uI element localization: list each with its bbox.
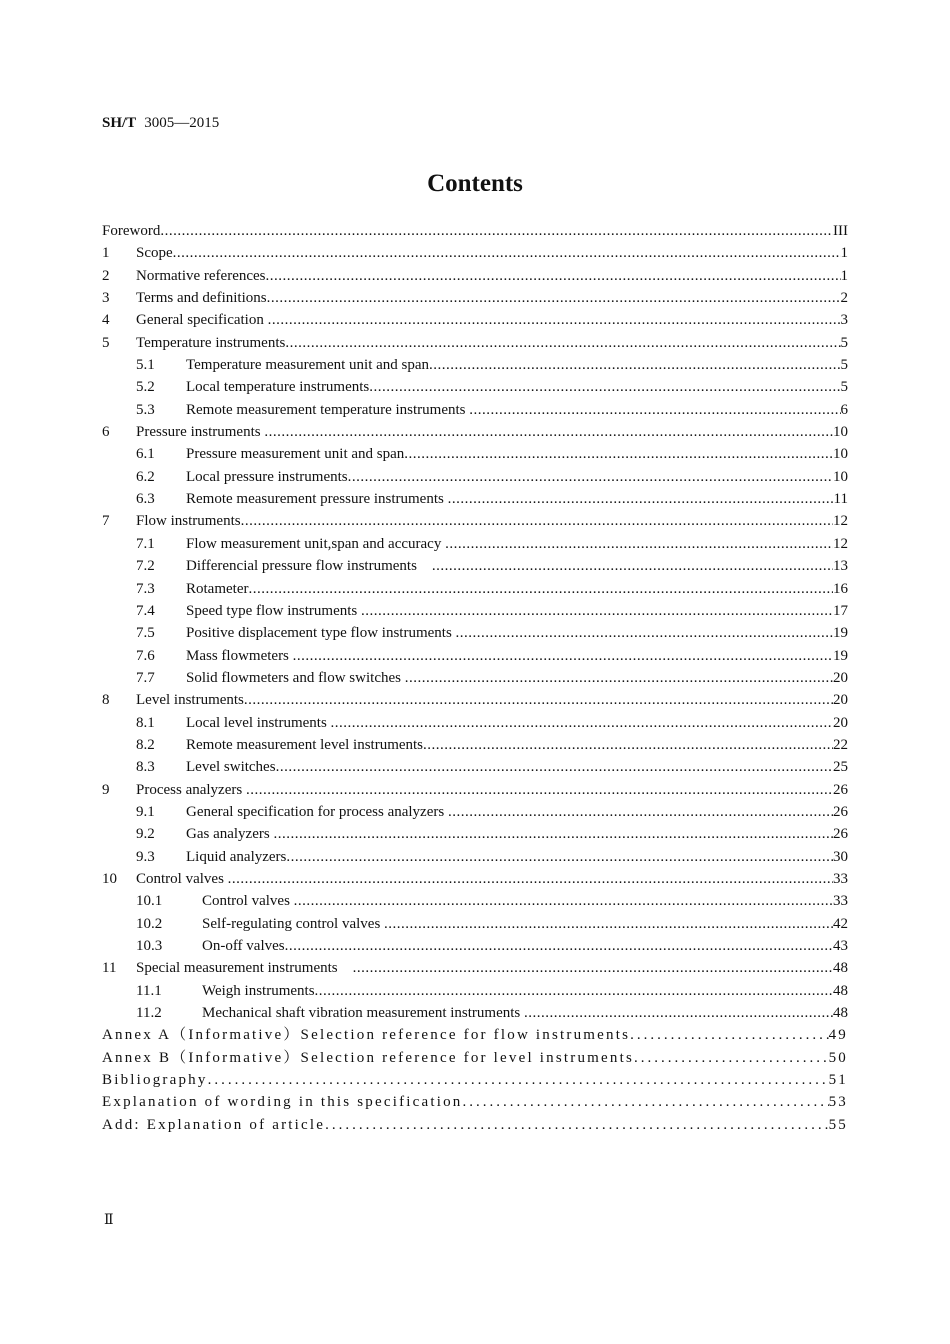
toc-entry-number: 9 — [102, 781, 110, 798]
toc-entry[interactable] — [102, 980, 848, 1002]
toc-entry-page: 48 — [833, 960, 848, 977]
toc-entry-number: 5.2 — [136, 379, 155, 396]
toc-entry-title: Differencial pressure flow instruments — [186, 558, 432, 575]
toc-entry[interactable] — [102, 443, 848, 465]
toc-entry[interactable] — [102, 600, 848, 622]
dot-leader — [405, 667, 833, 689]
toc-entry-title: Positive displacement type flow instruments — [186, 625, 456, 642]
toc-entry-title: Local temperature instruments — [186, 379, 370, 396]
dot-leader — [361, 600, 833, 622]
toc-entry-title: Pressure instruments — [136, 424, 265, 441]
toc-entry-page: 10 — [833, 468, 848, 485]
toc-entry-number: 6.1 — [136, 446, 155, 463]
dot-leader — [384, 913, 833, 935]
toc-entry[interactable] — [102, 890, 848, 912]
dot-leader — [228, 868, 833, 890]
toc-entry-number: 5.1 — [136, 357, 155, 374]
toc-entry-number: 8.1 — [136, 714, 155, 731]
toc-entry-page: 17 — [833, 602, 848, 619]
toc-entry-number: 10.2 — [136, 915, 163, 932]
toc-entry-page: 51 — [828, 1072, 848, 1089]
toc-entry[interactable] — [102, 645, 848, 667]
toc-entry[interactable] — [102, 421, 848, 443]
toc-entry-number: 7.5 — [136, 625, 155, 642]
toc-entry-page: 26 — [833, 803, 848, 820]
toc-entry[interactable] — [102, 801, 848, 823]
dot-leader — [286, 846, 833, 868]
dot-leader — [208, 1069, 829, 1091]
dot-leader — [524, 1002, 833, 1024]
dot-leader — [248, 578, 833, 600]
toc-entry-title: Temperature instruments — [136, 334, 286, 351]
toc-entry-title: Scope — [136, 245, 173, 262]
toc-entry-title: Self-regulating control valves — [202, 915, 385, 932]
toc-entry-page: 6 — [840, 401, 848, 418]
dot-leader — [315, 980, 833, 1002]
toc-entry-title: Level instruments — [136, 692, 244, 709]
toc-entry-page: 2 — [840, 290, 848, 307]
toc-entry[interactable] — [102, 913, 848, 935]
toc-entry-page: 55 — [828, 1116, 848, 1133]
toc-entry-page: 42 — [833, 915, 848, 932]
toc-entry-page: 33 — [833, 870, 848, 887]
toc-entry-page: 12 — [833, 535, 848, 552]
toc-entry-page: 53 — [828, 1094, 848, 1111]
toc-entry-page: 49 — [828, 1027, 848, 1044]
toc-entry-number: 9.2 — [136, 826, 155, 843]
table-of-contents — [102, 220, 848, 1136]
dot-leader — [285, 935, 833, 957]
toc-entry-title: On-off valves — [202, 938, 285, 954]
toc-entry[interactable] — [102, 734, 848, 756]
toc-entry-title: Add: Explanation of article — [102, 1116, 326, 1133]
toc-entry-title: Explanation of wording in this specification — [102, 1094, 463, 1111]
toc-entry-title: Process analyzers — [136, 781, 246, 798]
dot-leader — [448, 488, 834, 510]
toc-entry-title: Weigh instruments — [202, 982, 315, 999]
toc-entry-page: 20 — [833, 692, 848, 709]
toc-entry-number: 11.2 — [136, 1005, 162, 1022]
toc-entry-number: 6.3 — [136, 491, 155, 508]
toc-entry[interactable] — [102, 242, 848, 264]
toc-entry-title: Solid flowmeters and flow switches — [186, 669, 405, 686]
toc-entry[interactable] — [102, 1069, 848, 1091]
dot-leader — [285, 332, 840, 354]
dot-leader — [276, 756, 833, 778]
toc-entry-page: 10 — [833, 446, 848, 463]
dot-leader — [456, 622, 833, 644]
toc-entry-number: 8.2 — [136, 736, 155, 753]
toc-entry-number: 9.3 — [136, 848, 155, 865]
toc-entry-page: 43 — [833, 938, 848, 954]
toc-entry-number: 1 — [102, 245, 110, 262]
toc-entry-number: 11.1 — [136, 982, 162, 999]
toc-entry[interactable] — [102, 555, 848, 577]
toc-entry-title: Mechanical shaft vibration measurement instruments — [202, 1005, 524, 1022]
toc-entry-title: Bibliography — [102, 1072, 208, 1089]
dot-leader — [469, 399, 840, 421]
standard-number: 3005—2015 — [144, 115, 220, 131]
toc-entry[interactable] — [102, 533, 848, 555]
toc-entry-title: Gas analyzers — [186, 826, 274, 843]
toc-entry-title: Pressure measurement unit and span — [186, 446, 405, 463]
toc-entry[interactable] — [102, 287, 848, 309]
toc-entry[interactable] — [102, 712, 848, 734]
dot-leader — [246, 779, 833, 801]
toc-entry-title: Special measurement instruments — [136, 960, 353, 977]
dot-leader — [160, 220, 833, 242]
toc-entry[interactable] — [102, 846, 848, 868]
toc-entry-page: 50 — [828, 1049, 848, 1066]
toc-entry-title: Remote measurement temperature instruments — [186, 401, 470, 418]
toc-entry-number: 3 — [102, 290, 110, 307]
toc-entry-number: 5 — [102, 334, 110, 351]
toc-entry[interactable] — [102, 488, 848, 510]
toc-entry-number: 9.1 — [136, 803, 155, 820]
toc-entry-number: 10.1 — [136, 893, 163, 910]
toc-entry-page: 25 — [833, 759, 848, 776]
toc-entry-title: Remote measurement pressure instruments — [186, 491, 448, 508]
dot-leader — [404, 443, 833, 465]
toc-entry[interactable] — [102, 689, 848, 711]
toc-entry[interactable] — [102, 935, 848, 957]
toc-entry-page: 1 — [840, 267, 848, 284]
toc-entry[interactable] — [102, 309, 848, 331]
toc-entry[interactable] — [102, 376, 848, 398]
dot-leader — [432, 555, 833, 577]
standard-code: SH/T — [102, 115, 137, 131]
toc-entry[interactable] — [102, 1024, 848, 1046]
dot-leader — [293, 645, 833, 667]
document-header — [102, 115, 219, 132]
toc-entry-title: Temperature measurement unit and span — [186, 357, 430, 374]
toc-entry-page: 10 — [833, 424, 848, 441]
toc-entry-number: 5.3 — [136, 401, 155, 418]
dot-leader — [463, 1091, 829, 1113]
toc-entry-number: 2 — [102, 267, 110, 284]
dot-leader — [634, 1047, 829, 1069]
dot-leader — [267, 287, 841, 309]
toc-entry[interactable] — [102, 265, 848, 287]
dot-leader — [294, 890, 833, 912]
toc-entry-page: 5 — [840, 357, 848, 374]
toc-entry-page: 12 — [833, 513, 848, 530]
toc-entry-number: 6.2 — [136, 468, 155, 485]
dot-leader — [369, 376, 840, 398]
toc-entry[interactable] — [102, 1091, 848, 1113]
toc-entry-page: 5 — [840, 334, 848, 351]
dot-leader — [173, 242, 841, 264]
dot-leader — [445, 533, 833, 555]
toc-entry-page: 30 — [833, 848, 848, 865]
toc-entry-page: III — [833, 223, 848, 239]
toc-entry[interactable] — [102, 354, 848, 376]
toc-entry-number: 10 — [102, 870, 117, 887]
dot-leader — [448, 801, 833, 823]
toc-entry-title: Level switches — [186, 759, 276, 776]
toc-entry-page: 20 — [833, 714, 848, 731]
toc-entry-page: 48 — [833, 982, 848, 999]
toc-entry-title: Foreword — [102, 223, 161, 239]
toc-entry-number: 11 — [102, 960, 117, 977]
toc-entry[interactable] — [102, 1002, 848, 1024]
toc-entry-title: Local pressure instruments — [186, 468, 348, 485]
toc-entry-page: 22 — [833, 736, 848, 753]
toc-entry-page: 19 — [833, 647, 848, 664]
page-number: Ⅱ — [104, 1213, 114, 1228]
toc-entry-title: General specification — [136, 312, 268, 329]
toc-entry-page: 3 — [840, 312, 848, 329]
toc-entry-title: Rotameter — [186, 580, 249, 597]
toc-entry-number: 6 — [102, 424, 110, 441]
toc-entry-number: 7.3 — [136, 580, 155, 597]
dot-leader — [266, 265, 841, 287]
toc-entry[interactable] — [102, 399, 848, 421]
toc-entry-number: 8.3 — [136, 759, 155, 776]
dot-leader — [273, 823, 833, 845]
dot-leader — [268, 309, 841, 331]
toc-entry-title: Speed type flow instruments — [186, 602, 361, 619]
toc-entry[interactable] — [102, 1047, 848, 1069]
dot-leader — [353, 957, 833, 979]
toc-entry-page: 19 — [833, 625, 848, 642]
toc-entry[interactable] — [102, 332, 848, 354]
toc-entry-page: 1 — [840, 245, 848, 262]
dot-leader — [264, 421, 833, 443]
toc-entry-number: 10.3 — [136, 938, 163, 954]
page-title: Contents — [427, 170, 523, 197]
toc-entry[interactable] — [102, 957, 848, 979]
dot-leader — [331, 712, 833, 734]
toc-entry-page: 13 — [833, 558, 848, 575]
toc-entry-title: Remote measurement level instruments — [186, 736, 424, 753]
dot-leader — [630, 1024, 828, 1046]
dot-leader — [348, 466, 833, 488]
toc-entry[interactable] — [102, 1114, 848, 1136]
toc-entry-page: 20 — [833, 669, 848, 686]
toc-entry-title: Control valves — [202, 893, 294, 910]
toc-entry-page: 48 — [833, 1005, 848, 1022]
toc-entry-number: 7 — [102, 513, 110, 530]
toc-entry[interactable] — [102, 510, 848, 532]
toc-entry-title: Terms and definitions — [136, 290, 267, 307]
toc-entry-number: 8 — [102, 692, 110, 709]
toc-entry-title: Annex B（Informative）Selection reference for level instruments — [102, 1049, 634, 1066]
toc-entry-page: 26 — [833, 826, 848, 843]
toc-entry-title: Normative references — [136, 267, 266, 284]
toc-entry[interactable] — [102, 779, 848, 801]
toc-entry-title: Liquid analyzers — [186, 848, 287, 865]
toc-entry-page: 16 — [833, 580, 848, 597]
toc-entry-number: 7.6 — [136, 647, 155, 664]
toc-entry-number: 7.1 — [136, 535, 155, 552]
toc-entry-title: General specification for process analyzers — [186, 803, 448, 820]
toc-entry-number: 7.7 — [136, 669, 155, 686]
toc-entry[interactable] — [102, 667, 848, 689]
toc-entry-page: 26 — [833, 781, 848, 798]
dot-leader — [244, 689, 833, 711]
toc-entry[interactable] — [102, 578, 848, 600]
toc-entry[interactable] — [102, 868, 848, 890]
toc-entry[interactable] — [102, 622, 848, 644]
dot-leader — [429, 354, 840, 376]
dot-leader — [325, 1114, 828, 1136]
dot-leader — [241, 510, 833, 532]
toc-entry-page: 11 — [833, 491, 848, 508]
toc-entry-page: 5 — [840, 379, 848, 396]
toc-entry[interactable] — [102, 823, 848, 845]
dot-leader — [423, 734, 833, 756]
toc-entry[interactable] — [102, 220, 848, 242]
toc-entry-number: 7.2 — [136, 558, 155, 575]
toc-entry-title: Flow instruments — [136, 513, 241, 530]
toc-entry-title: Annex A（Informative）Selection reference for flow instruments — [102, 1027, 631, 1044]
toc-entry-page: 33 — [833, 893, 848, 910]
toc-entry-title: Flow measurement unit,span and accuracy — [186, 535, 446, 552]
toc-entry[interactable] — [102, 756, 848, 778]
toc-entry-number: 7.4 — [136, 602, 155, 619]
toc-entry[interactable] — [102, 466, 848, 488]
toc-entry-title: Control valves — [136, 870, 228, 887]
toc-entry-number: 4 — [102, 312, 110, 329]
toc-entry-title: Mass flowmeters — [186, 647, 293, 664]
toc-entry-title: Local level instruments — [186, 714, 331, 731]
